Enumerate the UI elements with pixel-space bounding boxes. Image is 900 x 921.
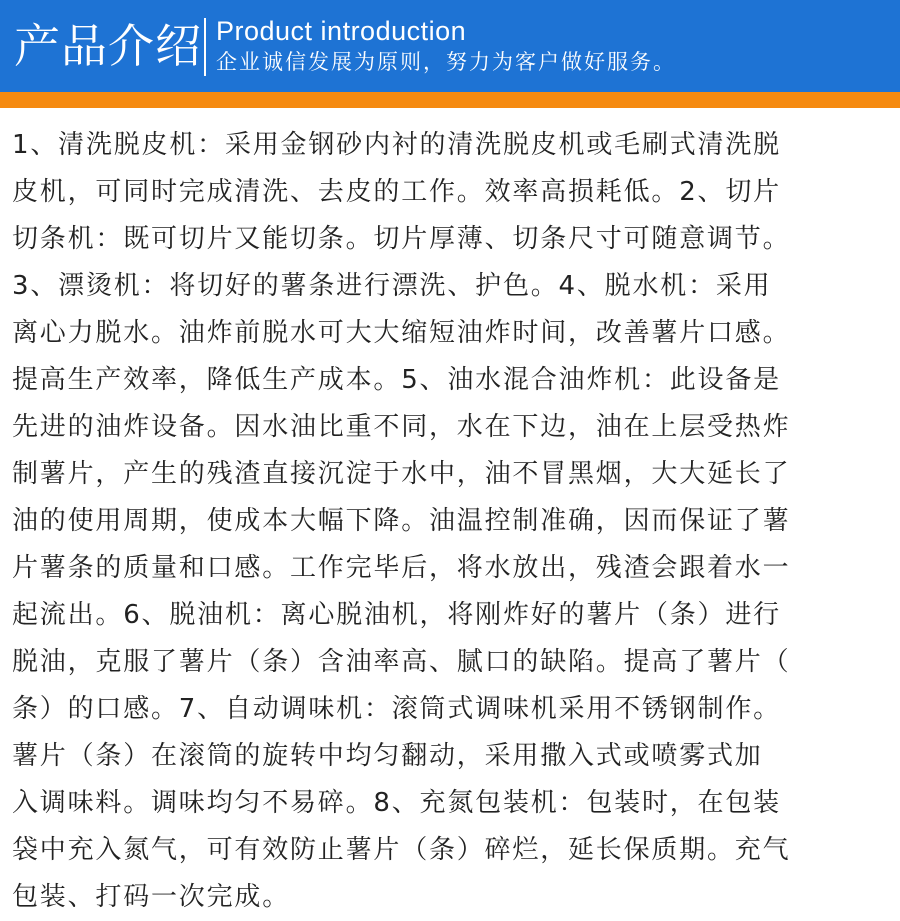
header-divider	[204, 18, 206, 76]
description-line: 脱油，克服了薯片（条）含油率高、腻口的缺陷。提高了薯片（	[12, 647, 791, 677]
description-line: 起流出。6、脱油机：离心脱油机，将刚炸好的薯片（条）进行	[12, 600, 781, 630]
description-line: 薯片（条）在滚筒的旋转中均匀翻动，采用撒入式或喷雾式加	[12, 741, 763, 771]
description-line: 油的使用周期，使成本大幅下降。油温控制准确，因而保证了薯	[12, 506, 791, 536]
description-line: 提高生产效率，降低生产成本。5、油水混合油炸机：此设备是	[12, 365, 781, 395]
header-slogan: 企业诚信发展为原则，努力为客户做好服务。	[216, 50, 676, 74]
title-english: Product introduction	[216, 16, 467, 46]
description-line: 条）的口感。7、自动调味机：滚筒式调味机采用不锈钢制作。	[12, 694, 781, 724]
description-line: 离心力脱水。油炸前脱水可大大缩短油炸时间，改善薯片口感。	[12, 318, 791, 348]
description-line: 入调味料。调味均匀不易碎。8、充氮包装机：包装时，在包装	[12, 788, 781, 818]
description-line: 切条机：既可切片又能切条。切片厚薄、切条尺寸可随意调节。	[12, 224, 791, 254]
description-line: 片薯条的质量和口感。工作完毕后，将水放出，残渣会跟着水一	[12, 553, 791, 583]
description-line: 包装、打码一次完成。	[12, 882, 291, 912]
description-line: 皮机，可同时完成清洗、去皮的工作。效率高损耗低。2、切片	[12, 177, 781, 207]
title-chinese: 产品介绍	[14, 19, 202, 73]
description-line: 制薯片，产生的残渣直接沉淀于水中，油不冒黑烟，大大延长了	[12, 459, 791, 489]
description-line: 1、清洗脱皮机：采用金钢砂内衬的清洗脱皮机或毛刷式清洗脱	[12, 130, 781, 160]
description-line: 袋中充入氮气，可有效防止薯片（条）碎烂，延长保质期。充气	[12, 835, 791, 865]
orange-stripe	[0, 92, 900, 108]
product-description	[12, 122, 892, 921]
description-line: 先进的油炸设备。因水油比重不同，水在下边，油在上层受热炸	[12, 412, 791, 442]
description-line: 3、漂烫机：将切好的薯条进行漂洗、护色。4、脱水机：采用	[12, 271, 772, 301]
